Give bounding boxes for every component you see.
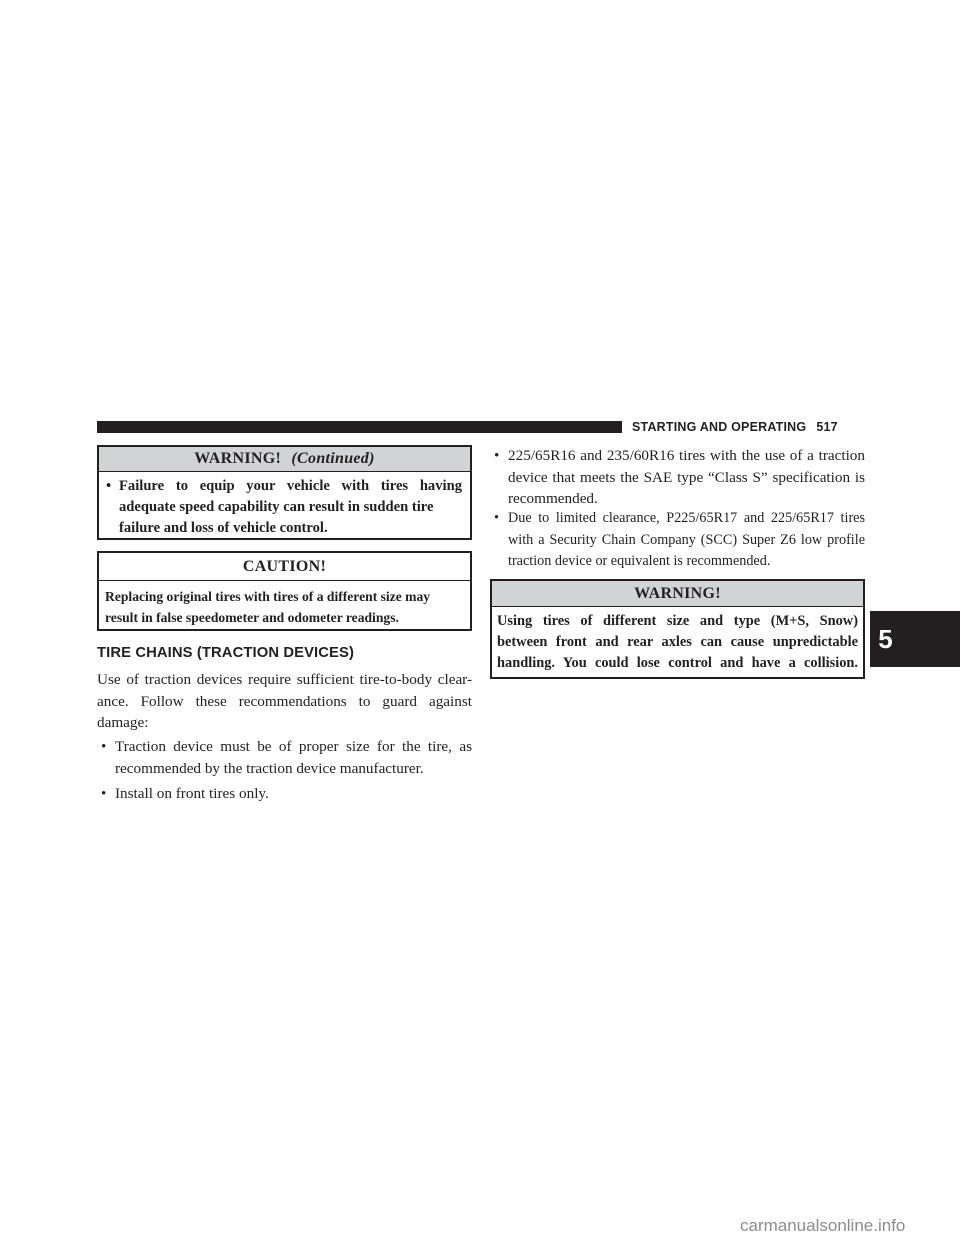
list-item	[490, 508, 865, 574]
list-item-text: Install on front tires only.	[115, 785, 269, 802]
caution-header	[99, 553, 470, 581]
bullet-dot: •	[101, 785, 107, 802]
running-header	[632, 418, 866, 436]
continued-label: (Continued)	[291, 450, 375, 467]
header-title: STARTING AND OPERATING	[632, 420, 807, 434]
bullet-dot: •	[101, 738, 107, 755]
warning-continued-box	[97, 445, 472, 540]
page-number: 517	[816, 420, 838, 434]
bullet-dot: •	[494, 447, 500, 464]
warning-continued-line-1: Failure to equip your vehicle with tires having	[119, 478, 462, 494]
list-item-text: Traction device must be of proper size for the tire, as recommended by the traction device manufacturer.	[115, 738, 472, 777]
warning-label: WARNING!	[194, 450, 282, 467]
warning-line-1: Using tires of different size and type (M+S, Snow)	[497, 613, 858, 629]
list-item-text: Due to limited clearance, P225/65R17 and 225/65R17 tires with a Security Chain Company (SCC) Super Z6 low profile traction device or equivalent is recommended.	[508, 510, 865, 569]
list-item	[490, 445, 865, 511]
warning-body	[492, 607, 863, 677]
chapter-tab: 5	[870, 611, 960, 667]
header-rule	[97, 421, 622, 433]
warning-continued-body	[99, 472, 470, 538]
warning-line-2: between front and rear axles can cause unpredictable	[497, 634, 858, 650]
warning-continued-line-3: failure and loss of vehicle control.	[119, 520, 328, 536]
caution-box	[97, 551, 472, 631]
caution-line-1: Replacing original tires with tires of a different size may	[105, 589, 431, 604]
intro-paragraph: Use of traction devices require sufficient tire-to-body clear-ance. Follow these recommendations to guard against damage:	[97, 671, 472, 731]
caution-line-2: result in false speedometer and odometer readings.	[105, 610, 399, 625]
warning-continued-header	[99, 447, 470, 472]
caution-label: CAUTION!	[242, 558, 327, 575]
list-item-text: 225/65R16 and 235/60R16 tires with the use of a traction device that meets the SAE type “Class S” specification is recommended.	[508, 447, 865, 507]
list-item	[97, 783, 472, 805]
list-item	[97, 736, 472, 780]
warning-line-3: handling. You could lose control and have a collision.	[497, 655, 858, 671]
watermark-text: carmanualsonline.info	[740, 1216, 906, 1235]
bullet-dot: •	[106, 478, 112, 494]
warning-header	[492, 581, 863, 607]
section-heading: TIRE CHAINS (TRACTION DEVICES)	[97, 645, 355, 661]
warning-box	[490, 579, 865, 679]
caution-body	[99, 581, 470, 631]
bullet-dot: •	[494, 510, 499, 526]
warning-continued-line-2: adequate speed capability can result in sudden tire	[119, 499, 434, 515]
warning-label: WARNING!	[634, 585, 721, 602]
